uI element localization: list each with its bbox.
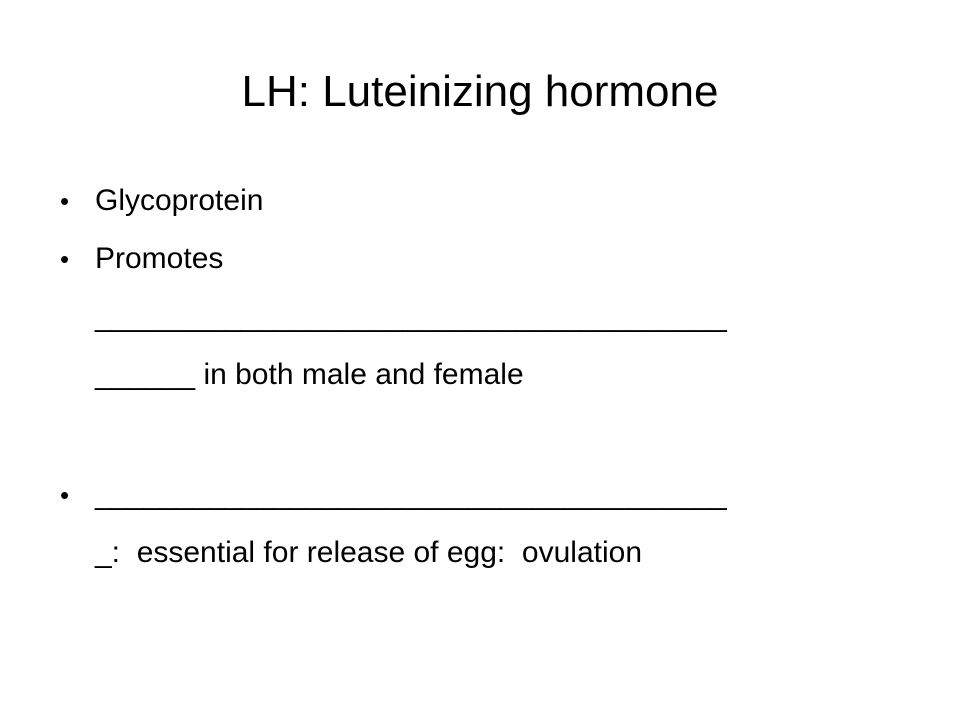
bullet-dot-icon: • (60, 480, 70, 510)
bullet-dot-icon: • (60, 186, 70, 216)
bullet-item-promotes (60, 230, 890, 404)
bullet-text: Promotes (95, 242, 224, 275)
fill-in-blank-line: _______________________________________ (95, 478, 727, 511)
bullet-text-continued: _: essential for release of egg: ovulation (95, 536, 643, 569)
slide-title: LH: Luteinizing hormone (241, 67, 719, 116)
bullet-text: Glycoprotein (95, 184, 264, 217)
bullet-text-continued: ______ in both male and female (95, 358, 524, 391)
bullet-list (60, 172, 890, 582)
fill-in-blank-line: _______________________________________ (95, 300, 727, 333)
bullet-item-ovulation (60, 466, 890, 582)
bullet-spacer (60, 404, 890, 466)
bullet-item-glycoprotein (60, 172, 890, 230)
bullet-dot-icon: • (60, 244, 70, 274)
